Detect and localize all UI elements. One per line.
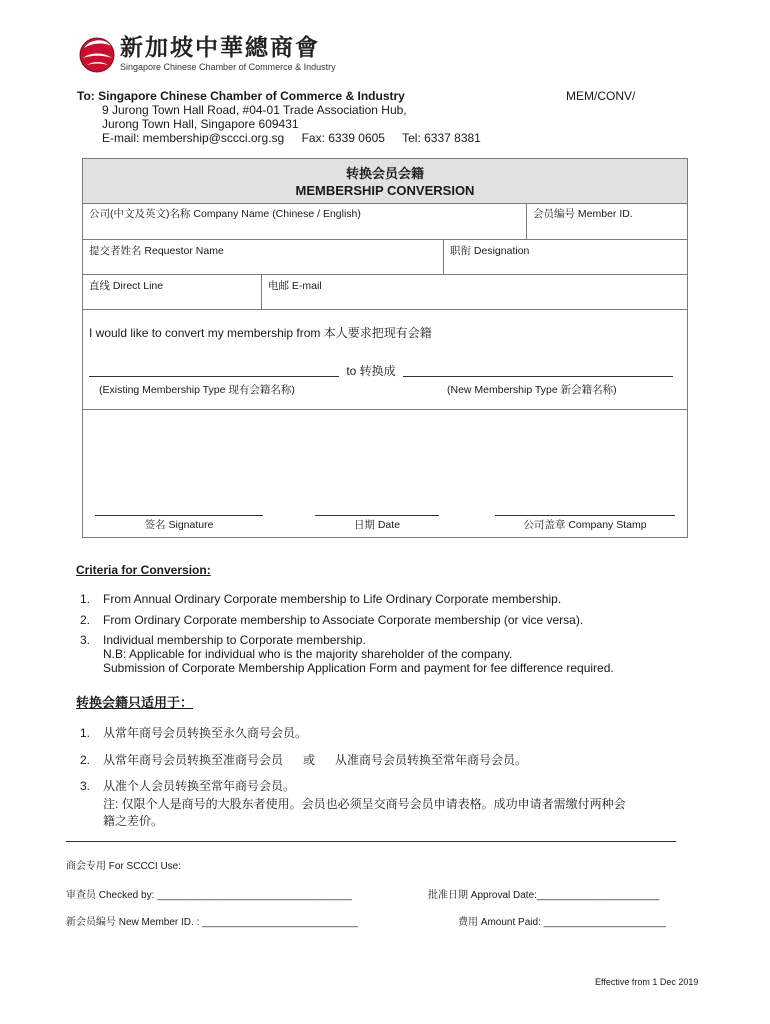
sccci-logo: [78, 32, 368, 76]
criteria-item: Individual membership to Corporate membership.: [103, 633, 366, 647]
divider-vertical: [526, 204, 527, 240]
conversion-intro: I would like to convert my membership from 本人要求把现有会籍: [89, 326, 432, 340]
divider-vertical: [261, 275, 262, 310]
date-line[interactable]: [315, 515, 439, 516]
criteria-heading-chinese: 转换会籍只适用于：: [76, 695, 194, 710]
criteria-item-number: 1.: [80, 592, 91, 606]
criteria-cn-item-number: 3.: [80, 779, 91, 793]
criteria-cn-item: 从常年商号会员转换至准商号会员 或 从准商号会员转换至常年商号会员。: [103, 753, 528, 767]
form-title-english: MEMBERSHIP CONVERSION: [295, 183, 475, 198]
criteria-cn-note: 籍之差价。: [103, 814, 164, 828]
company-stamp-line[interactable]: [495, 515, 675, 516]
amount-paid-field[interactable]: 费用 Amount Paid: ______________________: [458, 917, 666, 928]
criteria-cn-note: 注: 仅限个人是商号的大股东者使用。会员也必须呈交商号会员申请表格。成功申请者需缴付两种会: [103, 797, 626, 811]
form-title-band: [83, 159, 687, 204]
office-use-divider: [66, 841, 676, 842]
logo-chinese-name: 新加坡中華總商會: [120, 34, 320, 61]
criteria-item: From Ordinary Corporate membership to Associate Corporate membership (or vice versa).: [103, 613, 584, 627]
member-id-field[interactable]: 会员编号 Member ID.: [533, 208, 633, 220]
existing-type-input[interactable]: [89, 376, 339, 377]
address-line-2: Jurong Town Hall, Singapore 609431: [102, 117, 299, 131]
form-title-chinese: 转换会员会籍: [345, 166, 424, 181]
new-type-input[interactable]: [403, 376, 673, 377]
effective-date: Effective from 1 Dec 2019: [595, 977, 699, 987]
requestor-row: [83, 240, 687, 275]
criteria-item: From Annual Ordinary Corporate membership to Life Ordinary Corporate membership.: [103, 592, 562, 606]
sccci-emblem-icon: [78, 34, 116, 74]
criteria-note: N.B: Applicable for individual who is the majority shareholder of the company.: [103, 647, 513, 661]
address-line-1: 9 Jurong Town Hall Road, #04-01 Trade Association Hub,: [102, 103, 407, 117]
contact-fax: Fax: 6339 0605: [301, 131, 385, 145]
criteria-cn-item-number: 1.: [80, 726, 91, 740]
new-type-label: (New Membership Type 新会籍名称): [447, 384, 617, 396]
signature-line[interactable]: [95, 515, 263, 516]
contact-row: [83, 275, 687, 310]
signature-label: 签名 Signature: [144, 519, 214, 531]
criteria-item-number: 2.: [80, 613, 91, 627]
divider-vertical: [443, 240, 444, 275]
contact-tel: Tel: 6337 8381: [402, 131, 481, 145]
checked-by-field[interactable]: 审查员 Checked by: ___________________________________: [66, 890, 352, 901]
new-member-id-field[interactable]: 新会员编号 New Member ID. : ____________________________: [66, 917, 358, 928]
criteria-item-number: 3.: [80, 633, 91, 647]
criteria-cn-item-number: 2.: [80, 753, 91, 767]
company-stamp-label: 公司盖章 Company Stamp: [523, 519, 647, 531]
reference-code: MEM/CONV/: [566, 89, 636, 103]
logo-english-name: Singapore Chinese Chamber of Commerce & Industry: [120, 62, 336, 72]
date-label: 日期 Date: [353, 519, 401, 531]
contact-email: E-mail: membership@sccci.org.sg: [102, 131, 285, 145]
criteria-cn-item: 从准个人会员转换至常年商号会员。: [103, 779, 296, 793]
membership-conversion-form: [82, 158, 688, 538]
company-name-field[interactable]: 公司(中文及英文)名称 Company Name (Chinese / English): [89, 208, 361, 220]
recipient-line: To: Singapore Chinese Chamber of Commerce & Industry: [77, 89, 405, 103]
criteria-cn-item: 从常年商号会员转换至永久商号会员。: [103, 726, 308, 740]
requestor-name-field[interactable]: 提交者姓名 Requestor Name: [89, 245, 224, 257]
office-use-heading: 商会专用 For SCCCI Use:: [66, 861, 182, 872]
criteria-note: Submission of Corporate Membership Application Form and payment for fee difference required.: [103, 661, 614, 675]
to-text: to 转换成: [346, 364, 396, 378]
company-row: [83, 204, 687, 240]
direct-line-field[interactable]: 直线 Direct Line: [89, 280, 164, 292]
designation-field[interactable]: 职衔 Designation: [450, 245, 530, 257]
conversion-line: [89, 362, 673, 379]
existing-type-label: (Existing Membership Type 现有会籍名称): [99, 384, 295, 396]
conversion-section: [83, 310, 687, 410]
email-field[interactable]: 电邮 E-mail: [268, 280, 322, 292]
approval-date-field[interactable]: 批准日期 Approval Date:______________________: [428, 890, 660, 901]
contact-line: [102, 131, 495, 145]
criteria-heading: Criteria for Conversion:: [76, 563, 211, 577]
